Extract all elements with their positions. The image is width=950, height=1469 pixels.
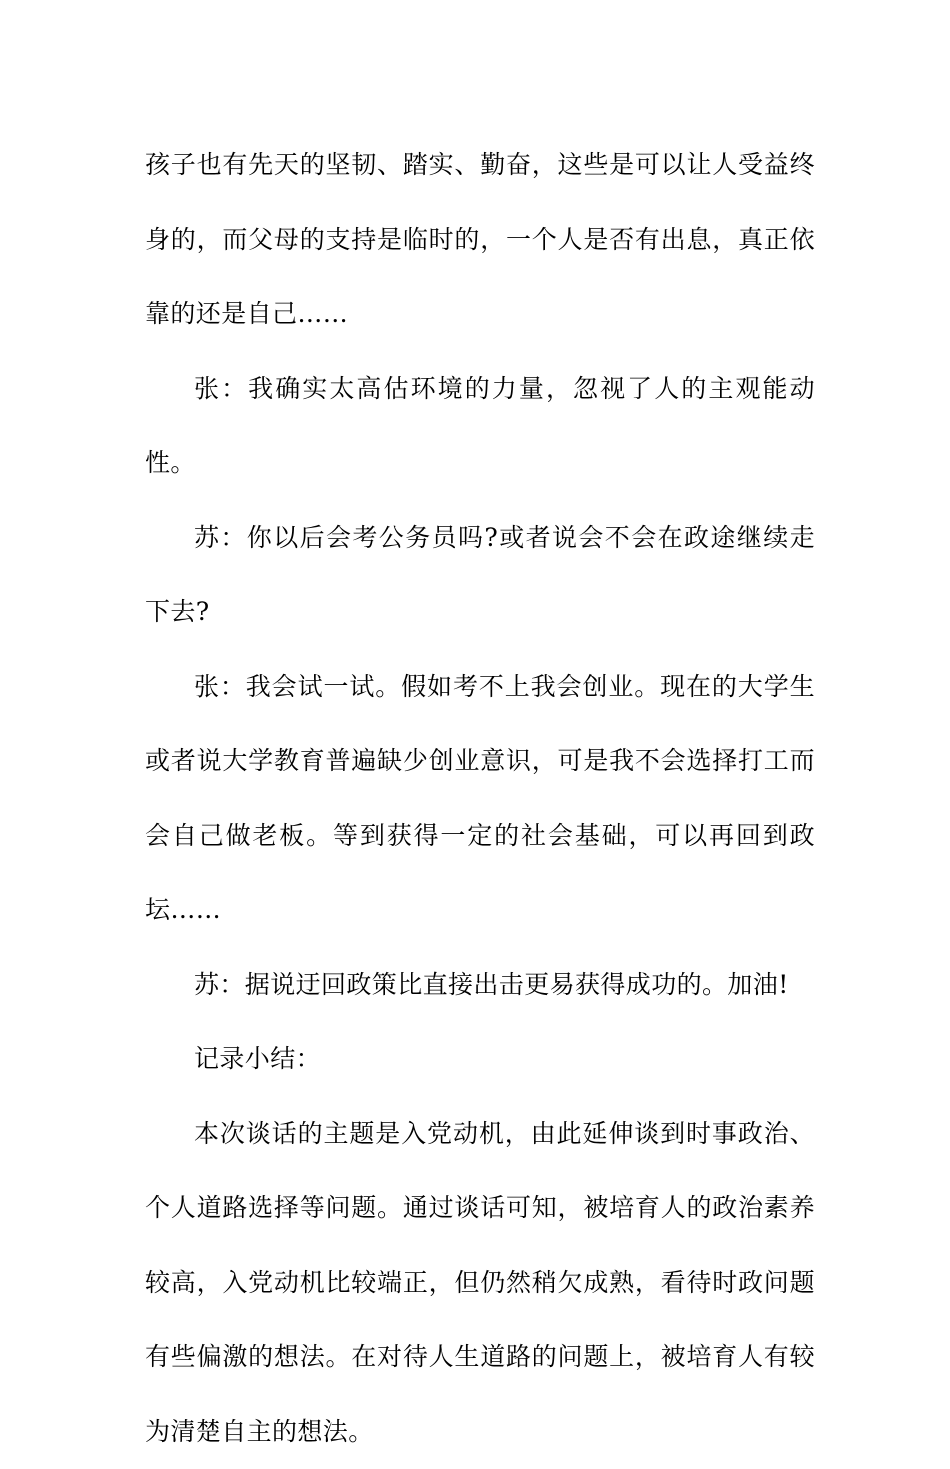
- summary-heading: 记录小结：: [145, 1022, 815, 1097]
- dialogue-su-1: 苏：你以后会考公务员吗?或者说会不会在政途继续走下去?: [145, 501, 815, 650]
- dialogue-zhang-1: 张：我确实太高估环境的力量，忽视了人的主观能动性。: [145, 352, 815, 501]
- summary-paragraph: 本次谈话的主题是入党动机，由此延伸谈到时事政治、个人道路选择等问题。通过谈话可知，被培育人的政治素养较高，入党动机比较端正，但仍然稍欠成熟，看待时政问题有些偏激的想法。在对待人生道路的问题上，被培育人有较为清楚自主的想法。: [145, 1097, 815, 1469]
- dialogue-zhang-2: 张：我会试一试。假如考不上我会创业。现在的大学生或者说大学教育普遍缺少创业意识，可是我不会选择打工而会自己做老板。等到获得一定的社会基础，可以再回到政坛……: [145, 650, 815, 948]
- dialogue-su-2: 苏：据说迂回政策比直接出击更易获得成功的。加油!: [145, 948, 815, 1023]
- document-body: [145, 128, 815, 1469]
- paragraph-continuation: 孩子也有先天的坚韧、踏实、勤奋，这些是可以让人受益终身的，而父母的支持是临时的，一个人是否有出息，真正依靠的还是自己……: [145, 128, 815, 352]
